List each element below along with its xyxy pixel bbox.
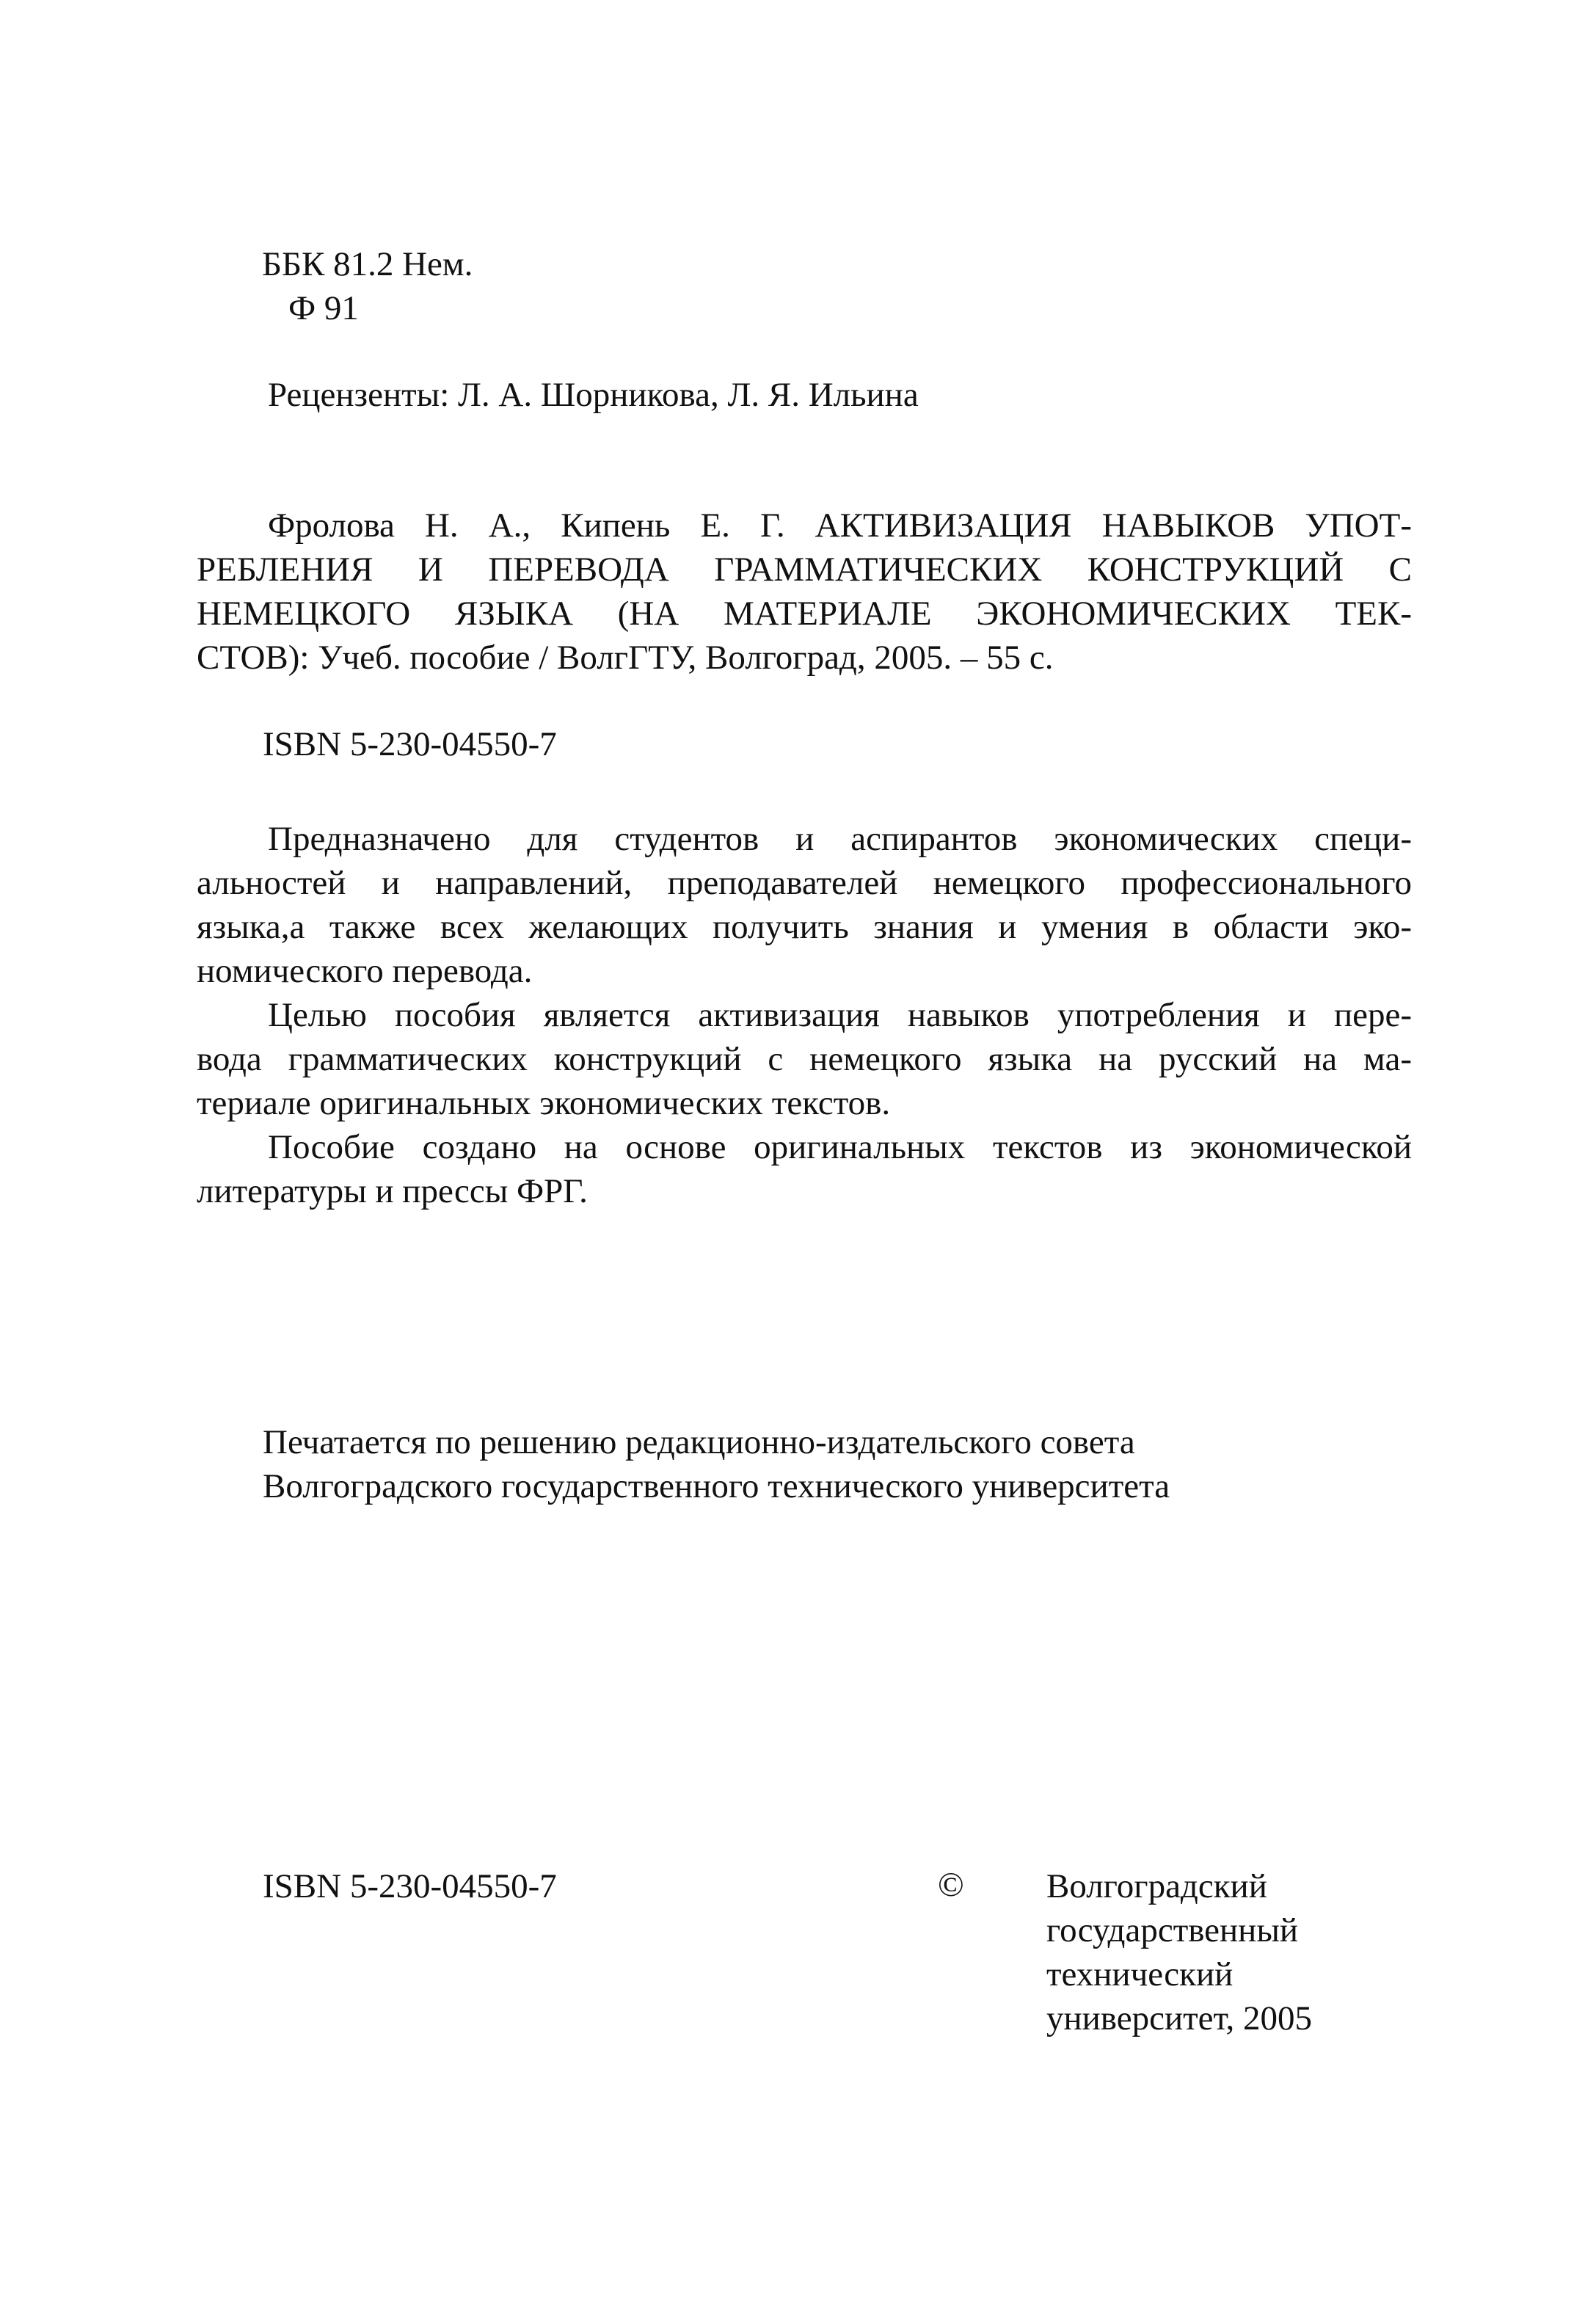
printing-approval	[263, 1420, 1170, 1508]
reviewers: Рецензенты: Л. А. Шорникова, Л. Я. Ильина	[268, 376, 919, 414]
isbn-bottom: ISBN 5-230-04550-7	[263, 1867, 557, 1905]
annotation-line: литературы и прессы ФРГ.	[197, 1172, 588, 1210]
printing-approval-line: Волгоградского государственного технического университета	[263, 1467, 1170, 1505]
biblio-line: РЕБЛЕНИЯ И ПЕРЕВОДА ГРАММАТИЧЕСКИХ КОНСТРУКЦИЙ С	[197, 550, 1412, 589]
annotation-line: языка,а также всех желающих получить знания и умения в области эко-	[197, 908, 1412, 946]
isbn-top: ISBN 5-230-04550-7	[263, 725, 557, 763]
printing-approval-line: Печатается по решению редакционно-издательского совета	[263, 1423, 1135, 1461]
annotation	[197, 817, 1412, 1213]
copyright-holder	[1046, 1864, 1312, 2040]
copyright-sign: ©	[938, 1866, 964, 1904]
biblio-line: СТОВ): Учеб. пособие / ВолгГТУ, Волгоград, 2005. – 55 с.	[197, 639, 1054, 677]
biblio-line: Фролова Н. А., Кипень Е. Г. АКТИВИЗАЦИЯ НАВЫКОВ УПОТ-	[268, 506, 1412, 545]
bibliographic-record	[197, 504, 1412, 680]
publisher-line: университет, 2005	[1046, 1999, 1313, 2037]
annotation-line: Целью пособия является активизация навыков употребления и пере-	[268, 996, 1412, 1034]
annotation-line: Предназначено для студентов и аспирантов экономических специ-	[268, 820, 1412, 858]
publisher-line: технический	[1046, 1955, 1234, 1993]
annotation-line: номического перевода.	[197, 952, 533, 990]
annotation-line: вода грамматических конструкций с немецкого языка на русский на ма-	[197, 1040, 1412, 1078]
annotation-line: альностей и направлений, преподавателей немецкого профессионального	[197, 864, 1412, 902]
bbk-code: ББК 81.2 Нем.	[262, 245, 473, 283]
annotation-line: териале оригинальных экономических текстов.	[197, 1084, 891, 1122]
publisher-line: Волгоградский	[1046, 1867, 1267, 1905]
annotation-line: Пособие создано на основе оригинальных текстов из экономической	[268, 1128, 1412, 1166]
publisher-line: государственный	[1046, 1911, 1299, 1949]
biblio-line: НЕМЕЦКОГО ЯЗЫКА (НА МАТЕРИАЛЕ ЭКОНОМИЧЕСКИХ ТЕК-	[197, 595, 1412, 633]
author-mark: Ф 91	[288, 289, 359, 327]
